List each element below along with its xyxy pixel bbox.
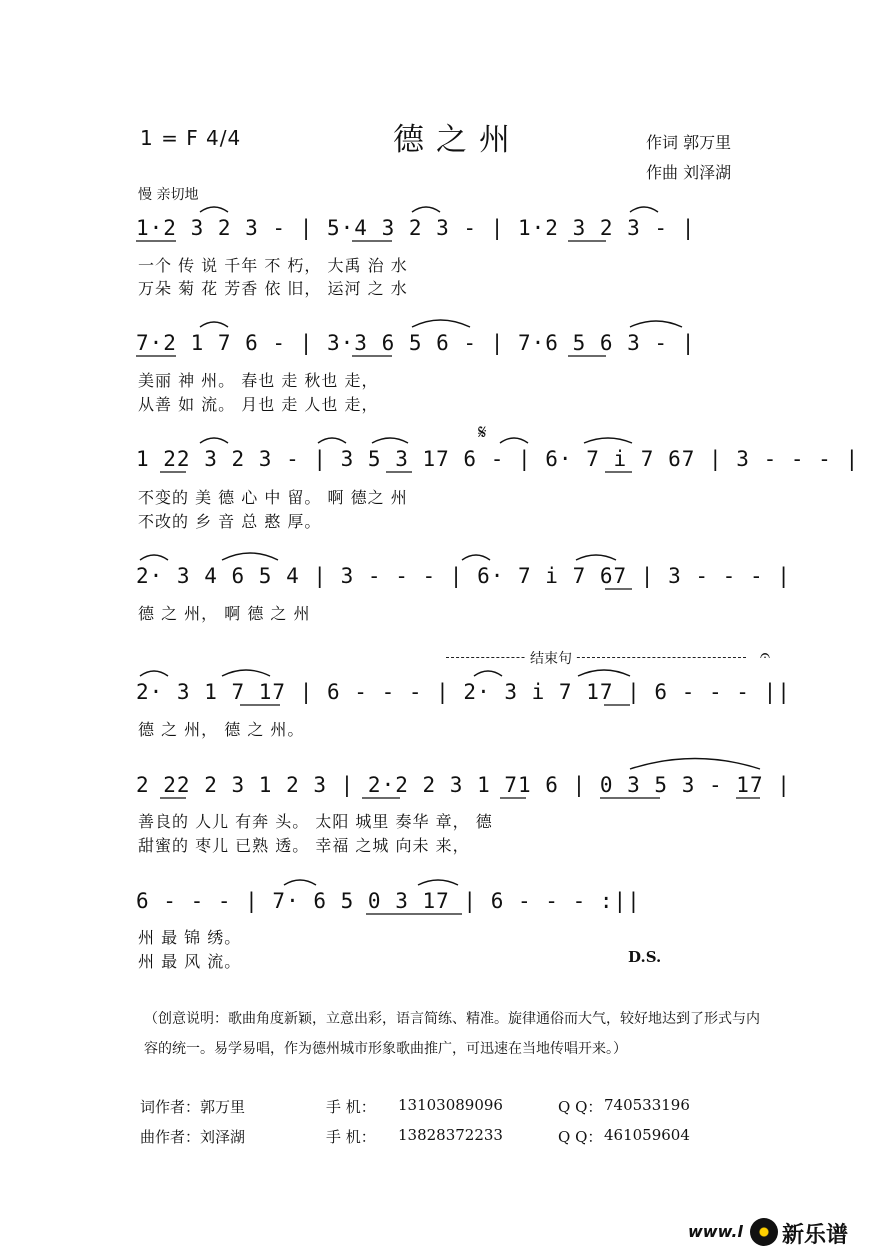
composer-phone-label: 手 机： — [326, 1128, 376, 1146]
song-title: 德之州 — [393, 122, 522, 158]
lyricist-credit: 作词 郭万里 — [646, 133, 732, 152]
composer-contact-role: 曲作者：刘泽湖 — [140, 1128, 246, 1146]
lyric-row-3-verse-2: 不改的 乡 音 总 憨 厚。 — [138, 512, 322, 531]
notation-row-1: 1·2 3 2 3 - | 5·4 3 2 3 - | 1·2 3 2 3 - | — [136, 216, 696, 240]
lyric-row-2-verse-1: 美丽 神 州。 春也 走 秋也 走， — [138, 371, 379, 390]
notation-row-3: 1 22 3 2 3 - | 3 5 3 17 6 - | 6· 7 i 7 67 | 3 - - - | — [136, 447, 860, 471]
creative-description: （创意说明：歌曲角度新颖，立意出彩，语言简练、精准。旋律通俗而大气，较好地达到了形式与内容的统一。易学易唱，作为德州城市形象歌曲推广，可迅速在当地传唱开来。） — [144, 1011, 760, 1057]
lyric-row-3-verse-1: 不变的 美 德 心 中 留。 啊 德之 州 — [138, 488, 408, 507]
tempo-marking: 慢 亲切地 — [138, 187, 199, 203]
lyric-row-5-verse-1: 德 之 州， 德 之 州。 — [138, 720, 305, 739]
notation-row-4: 2· 3 4 6 5 4 | 3 - - - | 6· 7 i 7 67 | 3 - - - | — [136, 564, 791, 588]
lyric-row-4-verse-1: 德 之 州， 啊 德 之 州 — [138, 604, 311, 623]
composer-credit: 作曲 刘泽湖 — [646, 163, 732, 182]
notation-row-6: 2 22 2 3 1 2 3 | 2·2 2 3 1 71 6 | 0 3 5 3 - 17 | — [136, 773, 791, 797]
lyricist-phone: 13103089096 — [398, 1096, 503, 1114]
lyric-row-6-verse-2: 甜蜜的 枣儿 已熟 透。 幸福 之城 向未 来， — [138, 836, 470, 855]
lyric-row-1-verse-2: 万朵 菊 花 芳香 依 旧， 运河 之 水 — [138, 279, 408, 298]
record-disc-icon — [750, 1218, 778, 1246]
logo-url: www.l — [688, 1222, 743, 1241]
logo-name: 新乐谱 — [782, 1223, 849, 1248]
lyric-row-7-verse-2: 州 最 风 流。 — [138, 952, 242, 971]
notation-row-2: 7·2 1 7 6 - | 3·3 6 5 6 - | 7·6 5 6 3 - | — [136, 331, 696, 355]
dal-segno: D.S. — [628, 948, 662, 966]
lyric-row-6-verse-1: 善良的 人儿 有奔 头。 太阳 城里 奏华 章， 德 — [138, 812, 493, 831]
lyric-row-7-verse-1: 州 最 锦 绣。 — [138, 928, 242, 947]
composer-qq-label: Q Q： — [558, 1128, 603, 1146]
lyric-row-2-verse-2: 从善 如 流。 月也 走 人也 走， — [138, 395, 379, 414]
composer-qq: 461059604 — [604, 1126, 690, 1144]
composer-phone: 13828372233 — [398, 1126, 503, 1144]
segno-sign: 𝄋 — [478, 420, 487, 444]
lyricist-contact-role: 词作者：郭万里 — [140, 1098, 246, 1116]
notation-row-5: 2· 3 1 7 17 | 6 - - - | 2· 3 i 7 17 | 6 - - - || — [136, 680, 791, 704]
fermata-sign: 𝄐 — [760, 645, 771, 666]
key-signature: 1 = F 4/4 — [140, 126, 242, 150]
ending-label: 结束句 — [526, 648, 576, 668]
lyricist-qq: 740533196 — [604, 1096, 690, 1114]
site-logo[interactable] — [688, 1216, 888, 1250]
notation-row-7: 6 - - - | 7· 6 5 0 3 17 | 6 - - - :|| — [136, 889, 641, 913]
lyric-row-1-verse-1: 一个 传 说 千年 不 朽， 大禹 治 水 — [138, 256, 408, 275]
lyricist-phone-label: 手 机： — [326, 1098, 376, 1116]
lyricist-qq-label: Q Q： — [558, 1098, 603, 1116]
